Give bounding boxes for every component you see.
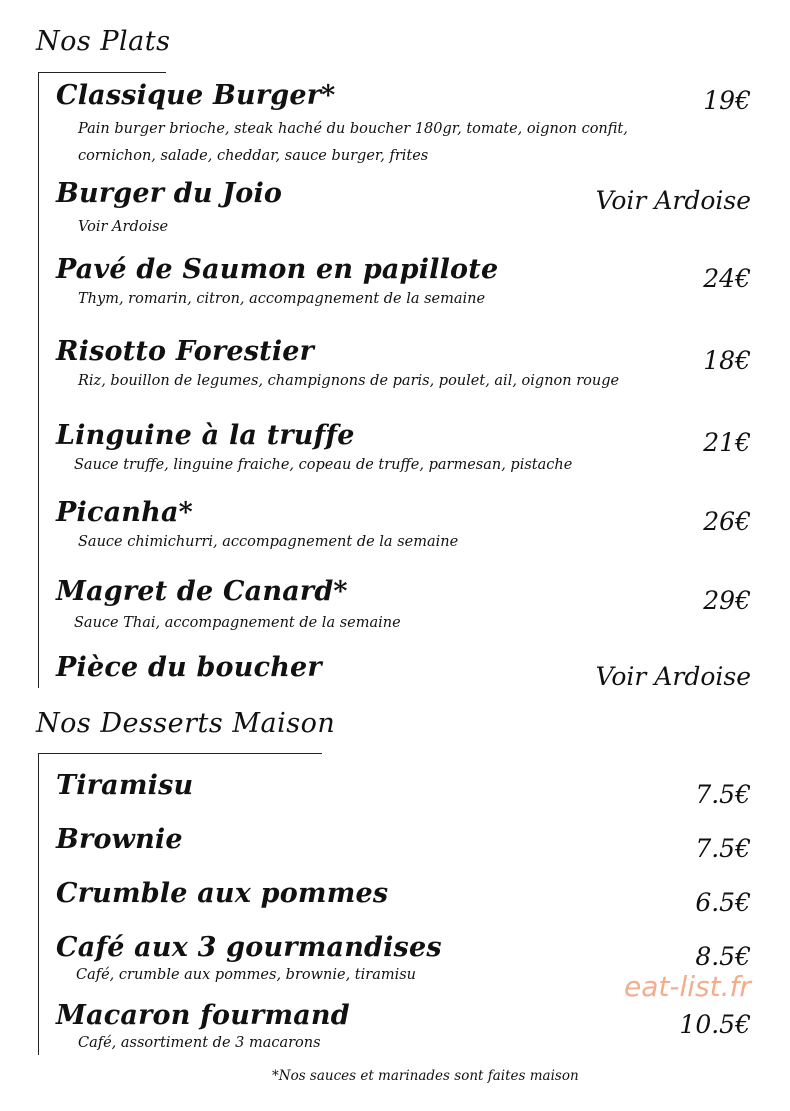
item-price: 7.5€ bbox=[695, 834, 751, 863]
item-description: Riz, bouillon de legumes, champignons de paris, poulet, ail, oignon rouge bbox=[78, 373, 620, 389]
item-price: 10.5€ bbox=[679, 1010, 751, 1039]
item-name: Café aux 3 gourmandises bbox=[56, 932, 442, 963]
item-price: 19€ bbox=[703, 86, 751, 115]
footnote: *Nos sauces et marinades sont faites maison bbox=[272, 1068, 579, 1084]
item-description: Voir Ardoise bbox=[78, 219, 169, 235]
item-description: Café, assortiment de 3 macarons bbox=[78, 1035, 321, 1051]
item-name: Picanha* bbox=[56, 497, 193, 528]
item-name: Burger du Joio bbox=[56, 178, 283, 209]
menu-item bbox=[56, 824, 756, 864]
menu-item bbox=[56, 770, 756, 810]
menu-item bbox=[56, 576, 756, 636]
item-name: Tiramisu bbox=[56, 770, 194, 801]
item-name: Classique Burger* bbox=[56, 80, 336, 111]
item-price: 29€ bbox=[703, 586, 751, 615]
item-description: Café, crumble aux pommes, brownie, tiramisu bbox=[76, 967, 417, 983]
item-price: 7.5€ bbox=[695, 780, 751, 809]
item-name: Macaron fourmand bbox=[56, 1000, 350, 1031]
menu-item bbox=[56, 336, 756, 396]
item-name: Magret de Canard* bbox=[56, 576, 348, 607]
desserts-left-border bbox=[38, 753, 39, 1055]
menu-item bbox=[56, 878, 756, 918]
section-title-desserts: Nos Desserts Maison bbox=[36, 708, 336, 739]
item-price: 18€ bbox=[703, 346, 751, 375]
item-description: Sauce truffe, linguine fraiche, copeau de truffe, parmesan, pistache bbox=[74, 457, 573, 473]
item-name: Pièce du boucher bbox=[56, 652, 322, 683]
menu-item bbox=[56, 497, 756, 557]
menu-item bbox=[56, 80, 756, 174]
item-description: Sauce chimichurri, accompagnement de la semaine bbox=[78, 534, 459, 550]
item-name: Linguine à la truffe bbox=[56, 420, 355, 451]
item-price: 21€ bbox=[703, 428, 751, 457]
item-name: Brownie bbox=[56, 824, 183, 855]
menu-item bbox=[56, 652, 756, 692]
item-name: Pavé de Saumon en papillote bbox=[56, 254, 499, 285]
menu-item bbox=[56, 178, 756, 238]
section-title-plats: Nos Plats bbox=[36, 26, 171, 57]
item-price: Voir Ardoise bbox=[595, 186, 751, 215]
item-price: 24€ bbox=[703, 264, 751, 293]
item-name: Crumble aux pommes bbox=[56, 878, 389, 909]
watermark: eat-list.fr bbox=[624, 970, 751, 1003]
item-description: Pain burger brioche, steak haché du boucher 180gr, tomate, oignon confit, cornichon, salade, cheddar, sauce burger, frites bbox=[78, 121, 628, 164]
desserts-title-underline bbox=[38, 753, 322, 754]
item-price: Voir Ardoise bbox=[595, 662, 751, 691]
menu-item bbox=[56, 1000, 756, 1060]
item-price: 6.5€ bbox=[695, 888, 751, 917]
item-name: Risotto Forestier bbox=[56, 336, 315, 367]
menu-item bbox=[56, 420, 756, 480]
plats-title-underline bbox=[38, 72, 166, 73]
item-description: Thym, romarin, citron, accompagnement de la semaine bbox=[78, 291, 486, 307]
item-price: 26€ bbox=[703, 507, 751, 536]
plats-left-border bbox=[38, 72, 39, 688]
item-price: 8.5€ bbox=[695, 942, 751, 971]
item-description: Sauce Thai, accompagnement de la semaine bbox=[74, 615, 401, 631]
menu-item bbox=[56, 254, 756, 314]
